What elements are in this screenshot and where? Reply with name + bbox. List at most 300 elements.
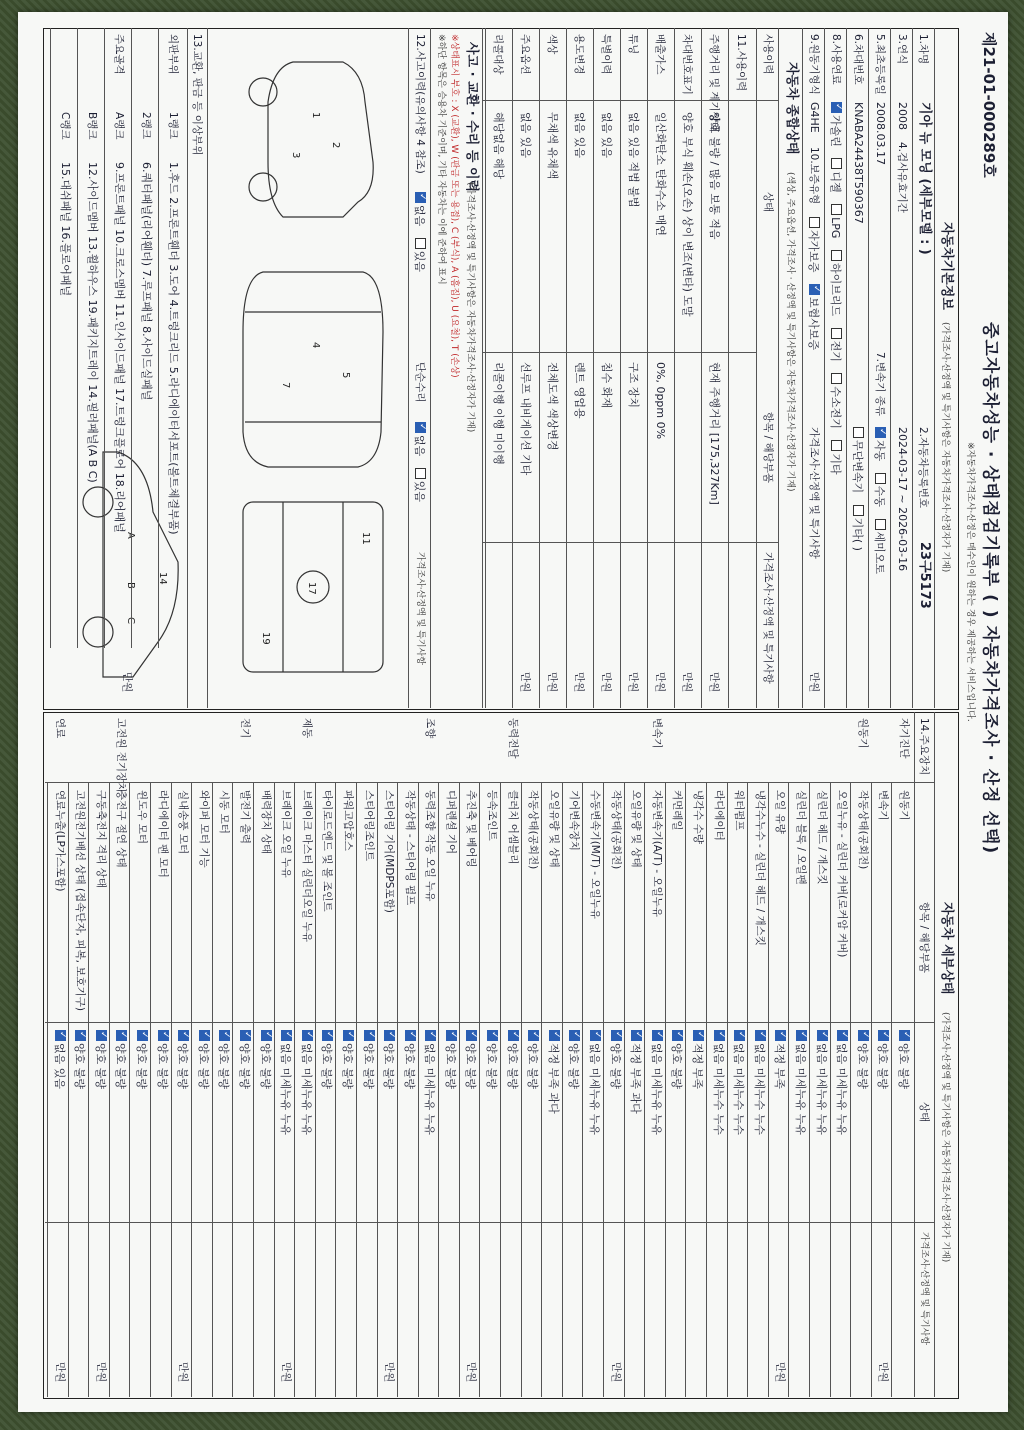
detail-state-options xyxy=(629,1030,643,1114)
vin-value: KNABA24438T590367 xyxy=(852,102,865,224)
detail-state-text: 양호 불량 xyxy=(196,1043,210,1090)
table-row-divider xyxy=(109,782,110,1397)
detail-item-label: 변속기 xyxy=(877,790,890,821)
checkbox-checked xyxy=(425,1030,436,1041)
detail-item-label: 와이퍼 모터 기능 xyxy=(197,790,210,868)
detail-state-text: 양호 불량 xyxy=(134,1043,148,1090)
detail-item-label: 오일누유 - 실린더 커버(로커암 커버) xyxy=(836,790,849,958)
damage-rank: 1랭크 xyxy=(167,112,179,139)
overall-col-usage: 사용이력 xyxy=(762,34,774,75)
accident-history-options: ✓없음 있음 xyxy=(412,192,426,280)
detail-state-text: 양호 불량 xyxy=(73,1043,87,1090)
overall-row-label: 색상 xyxy=(546,34,558,55)
checkbox-checked xyxy=(281,1030,292,1041)
checkbox-checked xyxy=(199,1030,210,1041)
detail-state-text: 양호 불량 xyxy=(361,1043,375,1090)
checkbox-checked xyxy=(219,1030,230,1041)
overall-row-label: 주요옵션 xyxy=(519,34,531,75)
checkbox-checked xyxy=(240,1030,251,1041)
basic-unit: 만원 xyxy=(808,672,820,693)
table-row-divider xyxy=(541,782,542,1397)
svg-text:5: 5 xyxy=(340,372,351,379)
detail-col-price: 가격조사·산정액 및 특기사항 xyxy=(919,1232,929,1345)
table-row-divider xyxy=(539,28,540,708)
checkbox-checked xyxy=(467,1030,478,1041)
detail-item-label: 커먼레일 xyxy=(671,790,684,831)
detail-state-options xyxy=(402,1030,416,1089)
table-row-divider xyxy=(129,782,130,1397)
checkbox-checked xyxy=(899,1030,910,1041)
detail-item-label: 오일 유량 xyxy=(774,790,787,834)
detail-state-text: 양호 불량 xyxy=(402,1043,416,1090)
inspection-validity-value: 2024-03-17 ~ 2026-03-16 xyxy=(896,427,909,572)
accident-legend: ※상태표시 부호 : X (교환), W (판금 또는 용접), C (부식), A (흠집), U (요철), T (손상) xyxy=(449,34,459,378)
detail-state-options xyxy=(279,1030,293,1135)
car-top-view xyxy=(243,272,383,467)
table-row-divider xyxy=(768,782,769,1397)
detail-state-text: 양호 불량 xyxy=(608,1043,622,1090)
detail-item-label: 스티어링 기어(MDPS포함) xyxy=(383,790,396,913)
accident-legend-note: ※하단 항목은 승용차 기준이며, 기타 자동차는 이에 준하여 표시 xyxy=(436,34,446,285)
damage-rank: B랭크 xyxy=(86,112,98,140)
detail-item-label: 실린더 블록 / 오일팬 xyxy=(795,790,808,885)
damage-items: 6.쿼터패널(리어휀더) 7.루프패널 8.사이드실패널 xyxy=(140,162,153,401)
detail-item-label: 오일유량 및 상태 xyxy=(547,790,560,868)
table-row-divider xyxy=(566,28,567,708)
detail-state-text: 적정 부족 과다 xyxy=(546,1043,560,1114)
fuel-options: ✓가솔린 디젤 LPG 하이브리드 전기 수소전기 기타 xyxy=(828,102,842,483)
damage-items: 15.대쉬패널 16.플로어패널 xyxy=(59,162,72,297)
detail-state-options xyxy=(443,1030,457,1089)
detail-state-text: 양호 불량 xyxy=(237,1043,251,1090)
detail-state-text: 양호 불량 xyxy=(443,1043,457,1090)
car-name-value: 기아 뉴 모닝 (세부모델 : ) xyxy=(917,102,932,255)
accident-price-head: 가격조사·산정액 및 특기사항 xyxy=(415,552,425,665)
table-row-divider xyxy=(485,28,486,708)
checkbox-checked xyxy=(446,1030,457,1041)
table-row-divider xyxy=(253,782,254,1397)
detail-state-text: 양호 불량 xyxy=(876,1043,890,1090)
detail-state-options xyxy=(732,1030,746,1135)
first-reg-label: 5.최초등록일 xyxy=(874,34,886,95)
table-row-divider xyxy=(212,782,213,1397)
detail-row-unit: 만원 xyxy=(94,1362,107,1383)
rotated-form-canvas xyxy=(33,22,1003,1402)
detail-state-text: 없음 미세누수 누수 xyxy=(732,1043,746,1136)
table-row-divider xyxy=(191,782,192,1397)
detail-state-options xyxy=(381,1030,395,1089)
svg-text:3: 3 xyxy=(290,152,301,159)
overall-row-detail: 현재 주행거리 [175,327Km] xyxy=(708,362,721,505)
wheel-icon xyxy=(83,617,113,647)
checkbox-checked xyxy=(158,1030,169,1041)
detail-state-text: 없음 미세누수 누수 xyxy=(711,1043,725,1136)
table-row-divider xyxy=(665,782,666,1397)
table-row-divider xyxy=(335,782,336,1397)
damage-items: 9.프론트패널 10.크로스멤버 11.인사이드패널 17.트렁크플로어 18.리어패널 xyxy=(113,162,126,533)
checkbox-checked xyxy=(796,1030,807,1041)
checkbox-checked xyxy=(775,1030,786,1041)
table-row-divider xyxy=(603,782,604,1397)
detail-state-text: 양호 불량 xyxy=(382,1043,396,1090)
detail-state-options xyxy=(526,1030,540,1089)
detail-state-options xyxy=(196,1030,210,1089)
detail-state-text: 양호 불량 xyxy=(567,1043,581,1090)
checkbox-checked xyxy=(569,1030,580,1041)
table-row-divider xyxy=(701,28,702,708)
overall-row-state: 없음 있음 xyxy=(573,112,586,159)
detail-state-text: 양호 불량 xyxy=(217,1043,231,1090)
detail-item-label: 작동상태 - 스티어링 펌프 xyxy=(403,790,416,906)
car-name-label: 1.차명 xyxy=(917,34,929,65)
table-row-divider xyxy=(850,782,851,1397)
overall-row-state: 없음 있음 적법 불법 xyxy=(627,112,640,208)
overall-row-label: 리콜대상 xyxy=(492,34,504,75)
table-row-divider xyxy=(315,782,316,1397)
basic-info-note: (가격조사·산정액 및 특기사항은 자동차가격조사·산정자가 기재) xyxy=(940,322,950,573)
table-row-divider xyxy=(131,28,132,648)
detail-col-state: 상태 xyxy=(918,1102,930,1123)
warranty-label: 10.보증유형 xyxy=(808,147,820,205)
damage-items: 12.사이드멤버 13.휠하우스 19.패키지트레이 14.필러패널(A B C) xyxy=(86,162,99,483)
detail-group-label: 원동기 xyxy=(856,718,869,749)
vin-label: 6.차대번호 xyxy=(852,34,864,85)
detail-group-label: 자기진단 xyxy=(898,718,910,759)
table-row-divider xyxy=(77,28,78,648)
table-row-divider xyxy=(891,782,892,1397)
detail-state-text: 없음 미세누유 누유 xyxy=(649,1043,663,1136)
detail-state-options xyxy=(505,1030,519,1089)
checkbox-checked xyxy=(261,1030,272,1041)
svg-text:7: 7 xyxy=(280,382,291,389)
detail-row-unit: 만원 xyxy=(774,1362,787,1383)
detail-item-label: 추진축 및 베어링 xyxy=(465,790,478,868)
detail-item-label: 실내송풍 모터 xyxy=(177,790,190,855)
checkbox-checked xyxy=(755,1030,766,1041)
detail-row-unit: 만원 xyxy=(877,1362,890,1383)
svg-text:4: 4 xyxy=(310,342,321,349)
table-row-divider xyxy=(647,28,648,708)
detail-item-label: 충전구 절연 상태 xyxy=(115,790,128,868)
detail-state-options xyxy=(711,1030,725,1135)
detail-state-options xyxy=(793,1030,807,1135)
detail-state-text: 양호 불량 xyxy=(258,1043,272,1090)
table-row-divider xyxy=(150,782,151,1397)
detail-group-label: 조향 xyxy=(424,718,437,739)
table-row-divider xyxy=(728,28,729,708)
detail-state-text: 양호 불량 xyxy=(176,1043,190,1090)
accident-history-label: 12.사고이력(유의사항 4 참조) xyxy=(414,34,426,174)
checkbox-checked xyxy=(364,1030,375,1041)
overall-row-label: 차대번호표기 xyxy=(681,34,693,95)
detail-state-options xyxy=(134,1030,148,1089)
table-row-divider xyxy=(377,782,378,1397)
simple-repair-options: ✓없음 있음 xyxy=(412,422,426,510)
detail-col-device: 14.주요장치 xyxy=(918,718,930,776)
table-row-divider xyxy=(809,782,810,1397)
overall-row-unit: 만원 xyxy=(708,672,720,693)
overall-row-state: 무채색 유채색 xyxy=(546,112,559,180)
damage-group-label: 주요골격 xyxy=(113,34,125,75)
header-note: ※자동차가격조사·산정은 매수인이 원하는 경우 제공하는 서비스입니다. xyxy=(965,442,975,722)
detail-item-label: 파워고압호스 xyxy=(341,790,354,851)
table-row-divider xyxy=(521,782,522,1397)
checkbox-checked xyxy=(837,1030,848,1041)
detail-state-text: 적정 부족 과다 xyxy=(629,1043,643,1114)
detail-state-options xyxy=(217,1030,231,1089)
detail-item-label: 동력조향 작동 오일 누유 xyxy=(424,790,437,902)
overall-row-unit: 만원 xyxy=(600,672,612,693)
detail-item-label: 작동상태(공회전) xyxy=(856,790,869,870)
checkbox-checked xyxy=(652,1030,663,1041)
svg-text:A: A xyxy=(125,532,136,539)
svg-text:2: 2 xyxy=(330,142,341,149)
checkbox-checked xyxy=(116,1030,127,1041)
overall-row-detail: 선루프 내비게이션 기타 xyxy=(519,362,532,476)
reg-number-value: 23구5173 xyxy=(917,542,932,609)
detail-state-options xyxy=(423,1030,437,1135)
table-row-divider xyxy=(171,782,172,1397)
damage-group-label: 외판부위 xyxy=(167,34,179,75)
detail-state-text: 양호 불량 xyxy=(855,1043,869,1090)
detail-state-text: 양호 불량 xyxy=(670,1043,684,1090)
table-row-divider xyxy=(68,782,69,1397)
overall-row-unit: 만원 xyxy=(654,672,666,693)
detail-item-label: 연료누출(LP가스포함) xyxy=(53,790,66,892)
detail-state-options xyxy=(670,1030,684,1089)
detail-state-options xyxy=(876,1030,890,1089)
basic-info-heading: 자동차기본정보 xyxy=(939,222,954,310)
engine-type-value: G4HE xyxy=(808,102,821,133)
detail-state-text: 양호 불량 xyxy=(505,1043,519,1090)
svg-text:14: 14 xyxy=(157,572,168,585)
detail-group-label: 고전원 전기장치 xyxy=(115,718,128,793)
detail-state-text: 양호 불량 xyxy=(340,1043,354,1090)
checkbox-checked xyxy=(405,1030,416,1041)
detail-group-label: 연료 xyxy=(53,718,66,739)
table-row-divider xyxy=(459,782,460,1397)
wheel-icon xyxy=(249,173,277,201)
checkbox-checked xyxy=(75,1030,86,1041)
overall-row-detail: 0%, 0ppm 0% xyxy=(654,362,667,440)
detail-item-label: 작동상태(공회전) xyxy=(609,790,622,870)
checkbox-checked xyxy=(817,1030,828,1041)
overall-row-state: 일산화탄소 탄화수소 매연 xyxy=(654,112,667,236)
detail-item-label: 자동변속기(A/T) - 오일누유 xyxy=(650,790,663,918)
overall-row-label: 주행거리 및 계기상태 xyxy=(708,34,720,132)
detail-row-unit: 만원 xyxy=(609,1362,622,1383)
checkbox-checked xyxy=(343,1030,354,1041)
detail-state-text: 양호 불량 xyxy=(464,1043,478,1090)
detail-state-options xyxy=(320,1030,334,1089)
detail-state-text: 양호 불량 xyxy=(526,1043,540,1090)
detail-state-text: 양호 불량 xyxy=(320,1043,334,1090)
svg-text:17: 17 xyxy=(306,582,317,595)
table-row-divider xyxy=(480,782,481,1397)
detail-item-label: 작동상태(공회전) xyxy=(527,790,540,870)
detail-state-options xyxy=(176,1030,190,1089)
table-row-divider xyxy=(644,782,645,1397)
detail-state-text: 양호 불량 xyxy=(897,1043,910,1090)
detail-row-unit: 만원 xyxy=(177,1362,190,1383)
detail-item-label: 발전기 출력 xyxy=(238,790,251,845)
detail-item-label: 고전원전기배선 상태 (접속단자, 피복, 보호기구) xyxy=(74,790,87,1011)
overall-heading: 자동차 종합상태 xyxy=(784,62,799,155)
detail-state-text: 없음 미세누유 누유 xyxy=(423,1043,437,1136)
damage-rank: A랭크 xyxy=(113,112,125,140)
accident-heading: 사고 · 교환 · 수리 등 이력 xyxy=(464,42,479,193)
car-side-view-left xyxy=(268,62,373,217)
detail-item-label: 기어변속장치 xyxy=(568,790,581,851)
checkbox-checked xyxy=(549,1030,560,1041)
detail-state-options xyxy=(608,1030,622,1089)
transmission-options-2: 무단변속기 기타( ) xyxy=(850,427,864,559)
detail-item-label: 브레이크 오일 누유 xyxy=(280,790,293,878)
detail-state-options xyxy=(464,1030,478,1089)
detail-state-options xyxy=(649,1030,663,1135)
table-row-divider xyxy=(582,782,583,1397)
table-row-divider xyxy=(747,782,748,1397)
detail-item-label: 라디에이터 팬 모터 xyxy=(156,790,169,878)
overall-row-detail: 침수 화재 xyxy=(600,362,613,409)
detail-row-unit: 만원 xyxy=(383,1362,396,1383)
table-row-divider xyxy=(871,782,872,1397)
engine-type-label: 9.원동기형식 xyxy=(808,34,820,95)
detail-item-label: 윈도우 모터 xyxy=(135,790,148,845)
svg-text:19: 19 xyxy=(260,632,271,645)
svg-text:11: 11 xyxy=(360,532,371,545)
table-row-divider xyxy=(620,28,621,708)
wheel-icon xyxy=(249,78,277,106)
detail-state-options xyxy=(814,1030,828,1135)
overall-row-detail: 전체도색 색상변경 xyxy=(546,362,559,451)
detail-state-text: 없음 미세누유 누유 xyxy=(279,1043,293,1136)
checkbox-checked xyxy=(672,1030,683,1041)
table-row-divider xyxy=(50,28,51,648)
table-row-divider xyxy=(685,782,686,1397)
table-row-divider xyxy=(593,28,594,708)
table-row-divider xyxy=(500,782,501,1397)
detail-group-label: 동력전달 xyxy=(506,718,519,759)
detail-state-options xyxy=(114,1030,128,1089)
overall-col-state: 상태 xyxy=(762,192,774,213)
form-title: 중고자동차성능 · 상태점검기록부 ( ) 자동차가격조사 · 산정 선택) xyxy=(980,322,1000,855)
table-row-divider xyxy=(104,28,105,648)
detail-note: (가격조사·산정액 및 특기사항은 자동차가격조사·산정자가 기재) xyxy=(940,1012,950,1263)
table-row-divider xyxy=(562,782,563,1397)
table-row-divider xyxy=(830,782,831,1397)
detail-heading: 자동차 세부상태 xyxy=(939,902,954,995)
svg-text:C: C xyxy=(125,617,136,624)
table-row-divider xyxy=(294,782,295,1397)
svg-text:1: 1 xyxy=(310,112,321,119)
detail-state-options xyxy=(855,1030,869,1089)
abnormal-parts-label: 13.교환, 판금 등 이상부위 xyxy=(191,34,203,156)
checkbox-checked xyxy=(714,1030,725,1041)
detail-group-label: 제동 xyxy=(300,718,313,739)
table-row-divider xyxy=(438,782,439,1397)
detail-state-text: 양호 불량 xyxy=(155,1043,169,1090)
detail-state-text: 없음 미세누유 누유 xyxy=(794,1043,808,1136)
overall-col-price: 가격조사·산정액 및 특기사항 xyxy=(762,552,774,684)
year-label: 3.연식 xyxy=(896,34,908,65)
detail-item-label: 냉각수 수량 xyxy=(692,790,705,845)
detail-state-text: 양호 불량 xyxy=(485,1043,499,1090)
damage-rank: 2랭크 xyxy=(140,112,152,139)
checkbox-checked xyxy=(611,1030,622,1041)
accident-unit: 만원 xyxy=(121,672,133,693)
first-reg-value: 2008.03.17 xyxy=(874,102,887,165)
detail-state-text: 없음 미세누유 누유 xyxy=(299,1043,313,1136)
detail-state-options xyxy=(258,1030,272,1089)
checkbox-checked xyxy=(487,1030,498,1041)
damage-rank: C랭크 xyxy=(59,112,71,140)
detail-item-label: 라디에이터 xyxy=(712,790,725,841)
detail-item-label: 오일유량 및 상태 xyxy=(630,790,643,868)
detail-state-options xyxy=(835,1030,849,1135)
overall-row-label: 배출가스 xyxy=(654,34,666,75)
detail-state-options xyxy=(93,1030,107,1089)
svg-text:B: B xyxy=(125,582,136,589)
detail-item-label: 브레이크 마스터 실린더오일 누유 xyxy=(300,790,313,943)
checkbox-checked xyxy=(528,1030,539,1041)
table-row-divider xyxy=(727,782,728,1397)
detail-state-options xyxy=(361,1030,375,1089)
document-number: 제21-01-000289호 xyxy=(980,32,998,178)
checkbox-checked xyxy=(858,1030,869,1041)
checkbox-checked xyxy=(322,1030,333,1041)
overall-row-unit: 만원 xyxy=(519,672,531,693)
year-value: 2008 xyxy=(896,102,909,130)
table-row-divider xyxy=(512,28,513,708)
overall-col-detail: 항목 / 해당부품 xyxy=(762,412,774,484)
detail-item-label: 등속조인트 xyxy=(486,790,499,841)
checkbox-checked xyxy=(178,1030,189,1041)
detail-item-label: 냉각수누수 - 실린더 헤드 / 개스킷 xyxy=(753,790,766,946)
detail-state-text: 없음 있음 xyxy=(52,1043,66,1090)
checkbox-checked xyxy=(734,1030,745,1041)
overall-row-unit: 만원 xyxy=(546,672,558,693)
overall-row-label: 11.사용이력 xyxy=(735,34,747,92)
table-row-divider xyxy=(88,782,89,1397)
fuel-label: 8.사용연료 xyxy=(830,34,842,85)
detail-item-label: 구동축전지 격리 상태 xyxy=(94,790,107,888)
warranty-options: 자가보증 ✓보험사보증 xyxy=(806,217,820,358)
detail-state-options xyxy=(896,1030,910,1089)
overall-row-label: 특별이력 xyxy=(600,34,612,75)
transmission-label: 7.변속기 종류 xyxy=(874,352,886,417)
inspection-form-paper xyxy=(18,12,1008,1412)
table-row-divider xyxy=(356,782,357,1397)
detail-item-label: 타이로드엔드 및 볼 조인트 xyxy=(321,790,334,912)
checkbox-checked xyxy=(693,1030,704,1041)
table-row-divider xyxy=(674,28,675,708)
table-row-divider xyxy=(232,782,233,1397)
checkbox-checked xyxy=(137,1030,148,1041)
wheel-icon xyxy=(83,487,113,517)
table-row-divider xyxy=(47,782,48,1397)
detail-state-text: 양호 불량 xyxy=(93,1043,107,1090)
reg-number-label: 2.자동차등록번호 xyxy=(917,427,929,509)
detail-row-unit: 만원 xyxy=(280,1362,293,1383)
overall-row-state: 해당없음 해당 xyxy=(492,112,505,180)
overall-row-unit: 만원 xyxy=(627,672,639,693)
detail-state-text: 없음 미세누유 누유 xyxy=(588,1043,602,1136)
detail-state-options xyxy=(484,1030,498,1089)
overall-row-unit: 만원 xyxy=(573,672,585,693)
checkbox-checked xyxy=(302,1030,313,1041)
basic-price-head: 가격조사·산정액 및 특기사항 xyxy=(808,427,820,559)
